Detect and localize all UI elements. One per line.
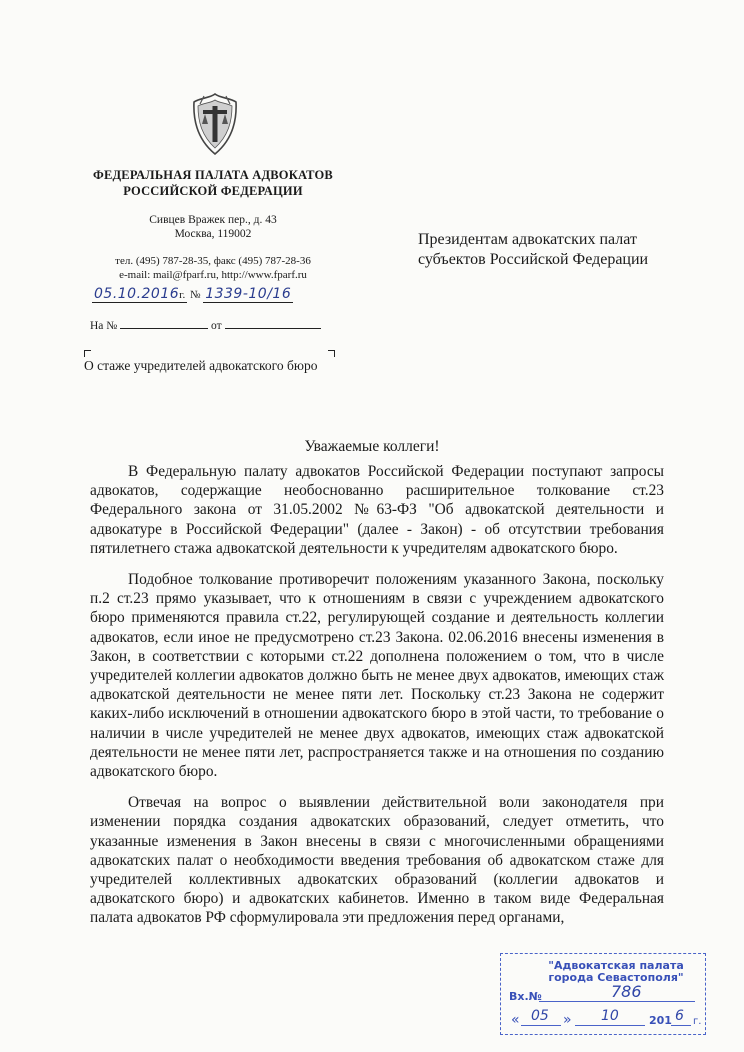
stamp-month-line: [575, 1025, 645, 1026]
reference-line: [90, 318, 321, 332]
reference-date-blank: [225, 318, 321, 329]
registration-line: [92, 286, 293, 303]
greeting: Уважаемые коллеги!: [304, 438, 440, 455]
registration-year-suffix: г.: [179, 289, 186, 301]
registration-date: 05.10.2016: [94, 286, 180, 302]
stamp-year-line: [671, 1025, 691, 1026]
body-paragraph-2: Подобное толкование противоречит положениям указанного Закона, поскольку п.2 ст.23 прямо указывает, что к отношениям в связи с учреждением адвокатского бюро применяются правила ст.22, регулирующей создание и деятельность коллегии адвокатов, если иное не предусмотрено ст.23 Закона. 02.06.2016 внесены изменения в Закон, в соответствии с которыми ст.22 дополнена положением о том, что в числе учредителей коллегии адвокатов должно быть не менее двух адвокатов, имеющих стаж адвокатской деятельности не менее пяти лет. Поскольку ст.23 Закона не содержит каких-либо исключений в отношении адвокатского бюро в этой части, то требование о наличии в числе учредителей не менее двух адвокатов, имеющих стаж адвокатской деятельности не менее пяти лет, распространяется также и на отношения по созданию адвокатского бюро.: [90, 571, 664, 781]
stamp-day-line: [521, 1025, 561, 1026]
email-line: e-mail: mail@fparf.ru, http://www.fparf.ru: [119, 269, 307, 281]
letter-body: [90, 462, 664, 940]
recipient-line1: Президентам адвокатских палат: [418, 231, 637, 248]
stamp-month: 10: [601, 1008, 619, 1024]
emblem-icon: [190, 92, 240, 156]
stamp-quote-mark-close: »: [563, 1012, 572, 1028]
incoming-stamp: [500, 953, 706, 1035]
address-line2: Москва, 119002: [174, 228, 252, 240]
stamp-title: [541, 960, 691, 984]
organization-name-line2: РОССИЙСКОЙ ФЕДЕРАЦИИ: [123, 184, 303, 198]
stamp-year-digit: 6: [675, 1008, 684, 1024]
organization-name: [82, 167, 344, 199]
subject-corner-left: [84, 350, 91, 357]
stamp-in-label: Вх.№: [509, 990, 542, 1003]
stamp-title-line2: города Севастополя": [548, 971, 684, 984]
organization-name-line1: ФЕДЕРАЛЬНАЯ ПАЛАТА АДВОКАТОВ: [93, 168, 333, 182]
organization-contacts: [82, 254, 344, 282]
recipient-block: [418, 230, 688, 270]
subject-corner-right: [328, 350, 335, 357]
body-paragraph-3: Отвечая на вопрос о выявлении действительной воли законодателя при изменении порядка создания адвокатских образований, следует отметить, что указанные изменения в Закон внесены в связи с многочисленными обращениями адвокатских палат о необходимости введения требования об адвокатском стаже для учредителей коллективных адвокатских образований (коллегии адвокатов и адвокатского бюро) и адвокатских кабинетов. Именно в таком виде Федеральная палата адвокатов РФ сформулировала эти предложения перед органами,: [90, 794, 664, 927]
stamp-title-line1: "Адвокатская палата: [548, 959, 684, 972]
stamp-year-suffix: г.: [693, 1016, 702, 1027]
stamp-year-prefix: 201: [649, 1014, 672, 1027]
recipient-line2: субъектов Российской Федерации: [418, 251, 649, 268]
phone-line: тел. (495) 787-28-35, факс (495) 787-28-36: [115, 255, 311, 267]
reference-number-blank: [120, 318, 208, 329]
address-line1: Сивцев Вражек пер., д. 43: [149, 214, 277, 226]
reference-label: На №: [90, 320, 118, 332]
reference-from-label: от: [211, 320, 222, 332]
registration-number-label: №: [189, 289, 201, 301]
stamp-in-number-line: [539, 1001, 695, 1002]
stamp-quote-mark: «: [511, 1012, 520, 1028]
letter-subject: О стаже учредителей адвокатского бюро: [84, 358, 318, 373]
registration-number: 1339-10/16: [205, 286, 292, 302]
stamp-day: 05: [531, 1008, 549, 1024]
organization-address: [82, 213, 344, 241]
stamp-in-number: 786: [611, 982, 642, 1001]
body-paragraph-1: В Федеральную палату адвокатов Российской Федерации поступают запросы адвокатов, содержащие необоснованно расширительное толкование ст.23 Федерального закона от 31.05.2002 №63-ФЗ "Об адвокатской деятельности и адвокатуре в Российской Федерации" (далее - Закон) - об отсутствии требования пятилетнего стажа адвокатской деятельности к учредителям адвокатского бюро.: [90, 463, 664, 557]
